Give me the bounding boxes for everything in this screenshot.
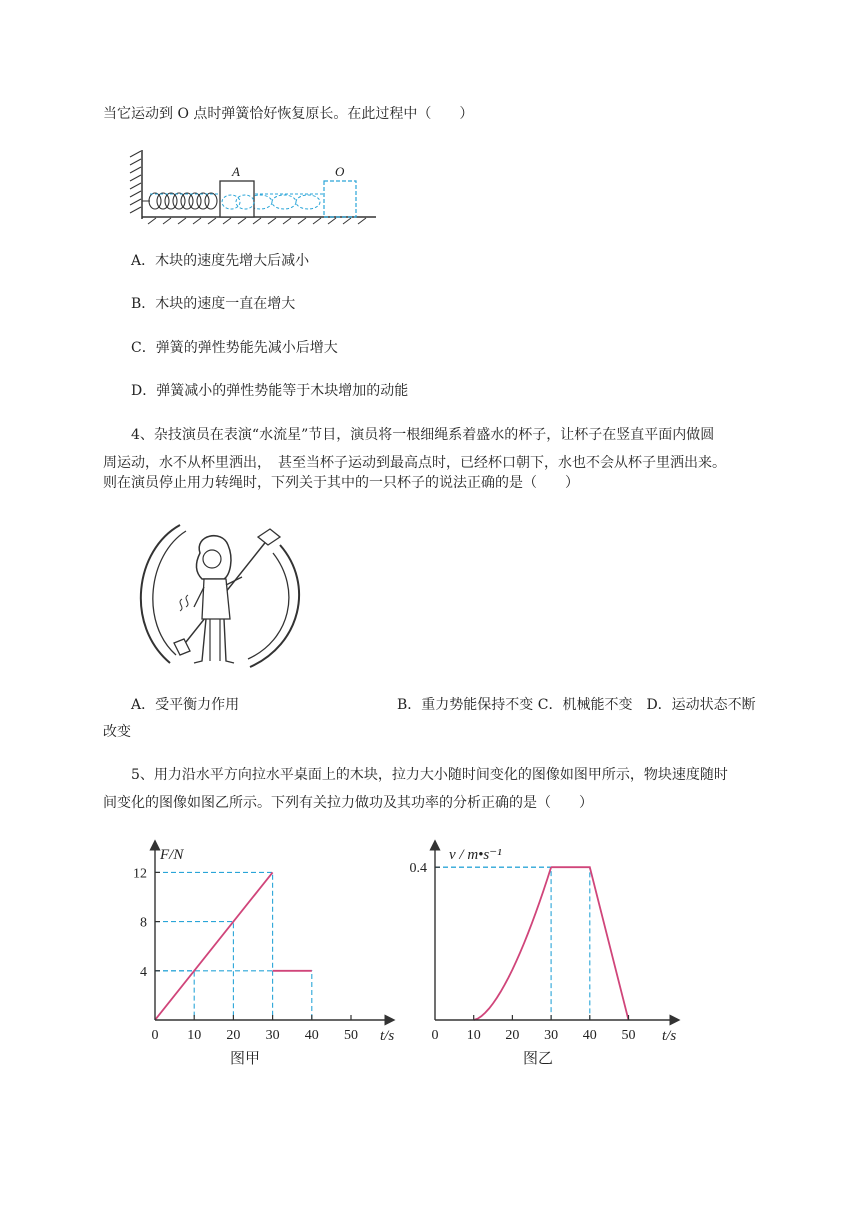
q4-line-3: 则在演员停止用力转绳时，下列关于其中的一只杯子的说法正确的是（ ） [103,475,579,491]
x-axis-label: t/s [662,1028,677,1044]
spring-block-figure [128,145,388,229]
q4-line-1: 4、杂技演员在表演“水流星”节目，演员将一根细绳系着盛水的杯子，让杯子在竖直平面内做圆 [131,427,715,443]
water-meteor-performer-figure [130,515,310,679]
guide-line [435,867,590,1020]
x-tick-label: 30 [544,1028,559,1043]
q4-option-a: A．受平衡力作用 [131,697,240,713]
q3-option-b: B．木块的速度一直在增大 [131,296,296,312]
y-axis-label: v / m•s⁻¹ [449,847,502,863]
x-tick-label: 20 [226,1028,241,1043]
label-o: O [335,164,345,179]
y-tick-label: 12 [133,866,147,882]
q4-options-continuation: 改变 [103,724,131,740]
x-tick-label: 10 [466,1028,481,1043]
x-tick-label: 20 [505,1028,520,1043]
q5-line-2: 间变化的图像如图乙所示。下列有关拉力做功及其功率的分析正确的是（ ） [103,795,593,811]
guide-line [435,867,551,1020]
x-tick-label: 0 [431,1028,439,1043]
x-tick-label: 50 [344,1028,358,1043]
q3-intro: 当它运动到 O 点时弹簧恰好恢复原长。在此过程中（ ） [103,106,474,122]
x-tick-label: 10 [187,1028,202,1043]
q5-line-1: 5、用力沿水平方向拉水平桌面上的木块，拉力大小随时间变化的图像如图甲所示，物块速度随时 [131,767,728,783]
q4-line-2: 周运动，水不从杯里洒出， 甚至当杯子运动到最高点时，已经杯口朝下，水也不会从杯子里洒出来。 [103,455,726,471]
chart-title: 图甲 [230,1051,261,1067]
x-tick-label: 30 [265,1028,280,1043]
y-axis-label: F/N [160,847,184,863]
chart-title: 图乙 [523,1051,554,1067]
block-o-position [324,181,356,217]
chart-force-time [120,835,410,1079]
x-tick-label: 50 [621,1028,636,1043]
x-tick-label: 40 [582,1028,597,1043]
q3-option-d: D．弹簧减小的弹性势能等于木块增加的动能 [131,383,409,399]
series-line [155,872,273,1020]
x-tick-label: 40 [304,1028,319,1043]
y-tick-label: 4 [140,964,147,980]
q3-option-c: C．弹簧的弹性势能先减小后增大 [131,340,338,356]
x-tick-label: 0 [151,1028,159,1043]
compressed-spring [149,193,217,209]
q3-option-a: A．木块的速度先增大后减小 [131,253,310,269]
block-a [220,181,254,217]
label-a: A [232,164,240,179]
q4-options-bcd: B．重力势能保持不变 C．机械能不变 D．运动状态不断 [397,697,756,713]
chart-velocity-time [405,835,695,1079]
y-tick-label: 8 [140,915,147,931]
series-line [474,867,551,1020]
x-axis-label: t/s [380,1028,395,1044]
y-tick-label: 0.4 [409,861,427,877]
